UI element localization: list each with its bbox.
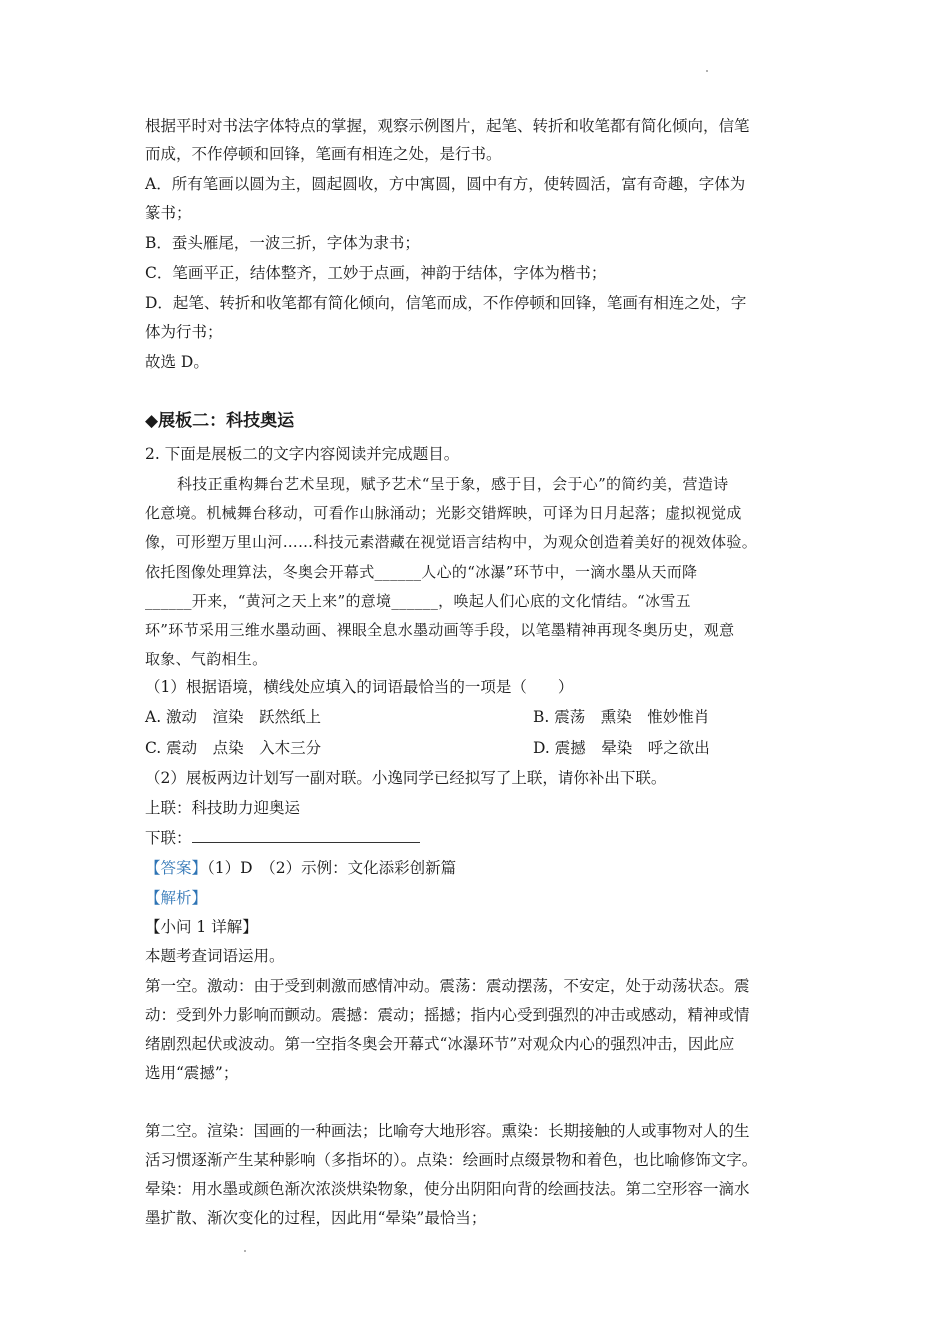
passage-line-6: 环”环节采用三维水墨动画、裸眼全息水墨动画等手段，以笔墨精神再现冬奥历史，观意 [145, 621, 735, 639]
intro-line-2: 而成，不作停顿和回锋，笔画有相连之处，是行书。 [145, 145, 502, 163]
lower-couplet [145, 827, 420, 849]
option-d-line-2: 体为行书； [145, 323, 223, 341]
answer-blank-line [192, 828, 420, 843]
option-b-explain: B．蚕头雁尾，一波三折，字体为隶书； [145, 234, 420, 252]
analysis-line-8: 晕染：用水墨或颜色渐次浓淡烘染物象，使分出阴阳向背的绘画技法。第二空形容一滴水 [145, 1180, 750, 1198]
analysis-line-3: 动：受到外力影响而颤动。震撼：震动；摇撼；指内心受到强烈的冲击或感动，精神或情 [145, 1006, 750, 1024]
option-d-line-1: D．起笔、转折和收笔都有简化倾向，信笔而成，不作停顿和回锋，笔画有相连之处，字 [145, 294, 747, 312]
analysis-line-7: 活习惯逐渐产生某种影响（多指坏的）。点染：绘画时点缀景物和着色，也比喻修饰文字。 [145, 1151, 758, 1169]
passage-line-1: 科技正重构舞台艺术呈现，赋予艺术“呈于象，感于目，会于心”的简约美，营造诗 [177, 475, 729, 493]
intro-line-1: 根据平时对书法字体特点的掌握，观察示例图片，起笔、转折和收笔都有简化倾向，信笔 [145, 117, 750, 135]
question-stem: 2. 下面是展板二的文字内容阅读并完成题目。 [145, 445, 460, 463]
answer-tag: 【答案】 [145, 859, 208, 877]
page-marker-top [706, 70, 708, 72]
passage-line-7: 取象、气韵相生。 [145, 650, 268, 668]
analysis-line-2: 第一空。激动：由于受到刺激而感情冲动。震荡：震动摆荡，不安定，处于动荡状态。震 [145, 977, 750, 995]
analysis-line-1: 本题考查词语运用。 [145, 947, 285, 965]
choice-b: B. 震荡 熏染 惟妙惟肖 [533, 708, 710, 726]
option-a-line-1: A．所有笔画以圆为主，圆起圆收，方中寓圆，圆中有方，使转圆活，富有奇趣，字体为 [145, 175, 746, 193]
upper-couplet: 上联：科技助力迎奥运 [145, 799, 301, 817]
passage-line-2: 化意境。机械舞台移动，可看作山脉涌动；光影交错辉映，可译为日月起落；虚拟视觉成 [145, 504, 742, 522]
sub-question-2: （2）展板两边计划写一副对联。小逸同学已经拟写了上联，请你补出下联。 [145, 769, 667, 787]
answer-line [145, 857, 456, 879]
lower-couplet-label: 下联： [145, 829, 192, 847]
choice-a: A. 激动 渲染 跃然纸上 [145, 708, 322, 726]
section-heading: ◆展板二：科技奥运 [145, 411, 295, 431]
page-marker-bottom [244, 1250, 246, 1252]
option-c-explain: C．笔画平正，结体整齐，工妙于点画，神韵于结体，字体为楷书； [145, 264, 607, 282]
analysis-line-4: 绪剧烈起伏或波动。第一空指冬奥会开幕式“冰瀑环节”对观众内心的强烈冲击，因此应 [145, 1035, 735, 1053]
choice-d: D. 震撼 晕染 呼之欲出 [533, 739, 710, 757]
analysis-line-9: 墨扩散、渐次变化的过程，因此用“晕染”最恰当； [145, 1209, 487, 1227]
passage-line-4: 依托图像处理算法，冬奥会开幕式______人心的“冰瀑”环节中，一滴水墨从天而降 [145, 563, 698, 581]
analysis-tag: 【解析】 [145, 889, 208, 907]
answer-text: （1）D （2）示例：文化添彩创新篇 [207, 859, 457, 877]
passage-line-3: 像，可形塑万里山河……科技元素潜藏在视觉语言结构中，为观众创造着美好的视效体验。 [145, 533, 758, 551]
conclusion: 故选 D。 [145, 353, 209, 371]
option-a-line-2: 篆书； [145, 204, 192, 222]
analysis-line-5: 选用“震撼”； [145, 1064, 239, 1082]
analysis-line-6: 第二空。渲染：国画的一种画法；比喻夸大地形容。熏染：长期接触的人或事物对人的生 [145, 1122, 750, 1140]
detail-tag: 【小问 1 详解】 [145, 918, 258, 936]
choice-c: C. 震动 点染 入木三分 [145, 739, 322, 757]
passage-line-5: ______开来，“黄河之天上来”的意境______，唤起人们心底的文化情结。“冰雪五 [145, 592, 691, 610]
sub-question-1: （1）根据语境，横线处应填入的词语最恰当的一项是（ ） [145, 678, 574, 696]
